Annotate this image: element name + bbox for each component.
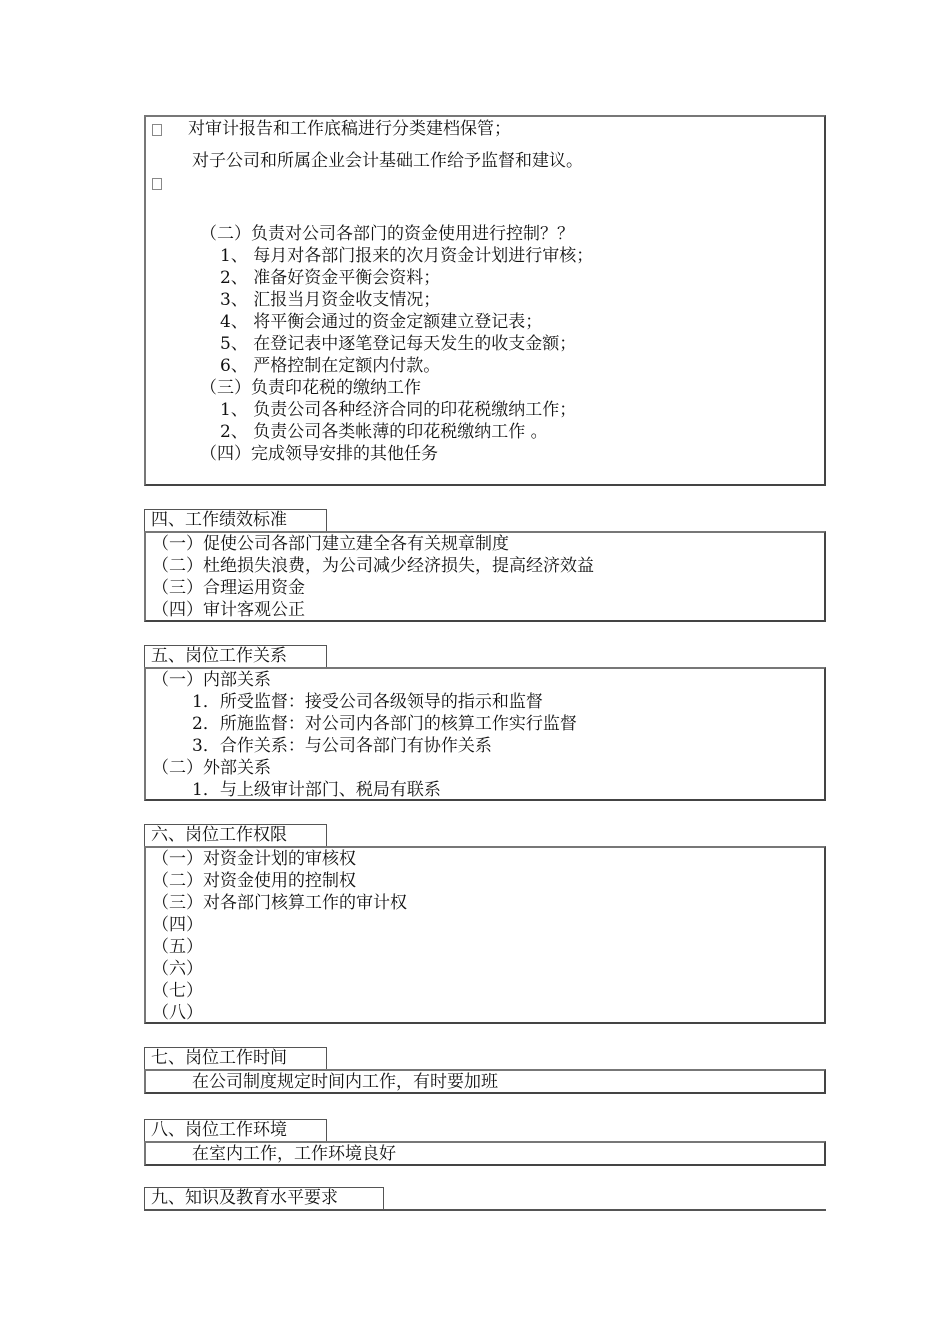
duty-sub-item: 4、 将平衡会通过的资金定额建立登记表； <box>220 312 543 332</box>
section-6-line: （二）对资金使用的控制权 <box>152 871 356 891</box>
duty-item-title: （四）完成领导安排的其他任务 <box>200 444 438 464</box>
duty-bullet-item: 对审计报告和工作底稿进行分类建档保管； <box>152 118 511 140</box>
section-8-title: 八、岗位工作环境 <box>144 1119 327 1141</box>
duty-sub-item: 3、 汇报当月资金收支情况； <box>220 290 441 310</box>
section-8-text: 在室内工作，工作环境良好 <box>192 1144 396 1164</box>
bullet-icon-row <box>152 172 188 194</box>
section-5-line: 1．所受监督：接受公司各级领导的指示和监督 <box>192 692 543 712</box>
duty-sub-item: 1、 每月对各部门报来的次月资金计划进行审核； <box>220 246 594 266</box>
section-6-line: （四） <box>152 915 203 935</box>
duty-sub-item: 2、 准备好资金平衡会资料； <box>220 268 441 288</box>
section-9-underline <box>144 1209 826 1211</box>
section-7-title: 七、岗位工作时间 <box>144 1047 327 1069</box>
section-5-title: 五、岗位工作关系 <box>144 645 327 667</box>
section-4-line: （二）杜绝损失浪费，为公司减少经济损失，提高经济效益 <box>152 556 594 576</box>
section-4-title: 四、工作绩效标准 <box>144 509 327 531</box>
section-6-line: （六） <box>152 959 203 979</box>
section-6-line: （三）对各部门核算工作的审计权 <box>152 893 407 913</box>
section-6-line: （一）对资金计划的审核权 <box>152 849 356 869</box>
section-4-line: （一）促使公司各部门建立建全各有关规章制度 <box>152 534 509 554</box>
section-6-line: （八） <box>152 1003 203 1023</box>
duty-sub-item: 6、 严格控制在定额内付款。 <box>220 356 441 376</box>
section-6-line: （七） <box>152 981 203 1001</box>
duty-sub-item: 1、 负责公司各种经济合同的印花税缴纳工作； <box>220 400 577 420</box>
section-5-line: （二）外部关系 <box>152 758 271 778</box>
duty-sub-item: 5、 在登记表中逐笔登记每天发生的收支金额； <box>220 334 577 354</box>
section-4-line: （三）合理运用资金 <box>152 578 305 598</box>
duty-item-title: （二）负责对公司各部门的资金使用进行控制？？ <box>200 224 574 244</box>
section-5-line: （一）内部关系 <box>152 670 271 690</box>
section-6-line: （五） <box>152 937 203 957</box>
duty-bullet-item: 对子公司和所属企业会计基础工作给予监督和建议。 <box>192 151 583 171</box>
section-7-text: 在公司制度规定时间内工作，有时要加班 <box>192 1072 498 1092</box>
section-6-title: 六、岗位工作权限 <box>144 824 327 846</box>
bullet-icon <box>152 124 162 136</box>
section-5-line: 2．所施监督：对公司内各部门的核算工作实行监督 <box>192 714 577 734</box>
section-5-line: 1．与上级审计部门、税局有联系 <box>192 780 441 800</box>
duty-item-title: （三）负责印花税的缴纳工作 <box>200 378 421 398</box>
bullet-icon <box>152 178 162 190</box>
section-4-line: （四）审计客观公正 <box>152 600 305 620</box>
section-9-title: 九、知识及教育水平要求 <box>144 1187 384 1209</box>
section-5-line: 3．合作关系：与公司各部门有协作关系 <box>192 736 492 756</box>
duty-sub-item: 2、 负责公司各类帐薄的印花税缴纳工作 。 <box>220 422 548 442</box>
